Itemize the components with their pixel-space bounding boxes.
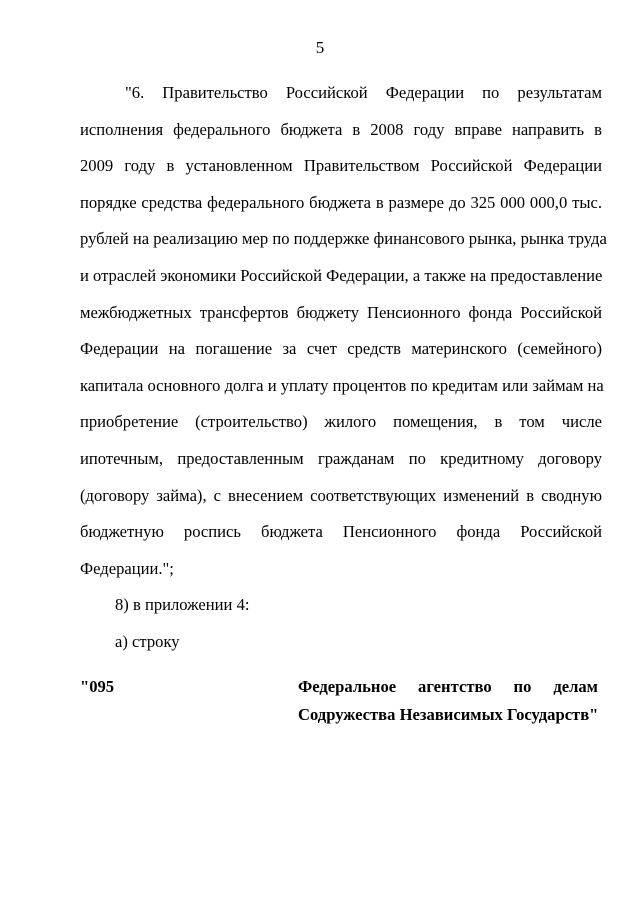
paragraph-line: порядке средства федерального бюджета в размере до 325 000 000,0 тыс. xyxy=(80,192,602,212)
paragraph-line: бюджетную роспись бюджета Пенсионного фонда Российской xyxy=(80,522,602,542)
paragraph-line: Федерации."; xyxy=(80,558,174,578)
paragraph-line: ипотечным, предоставленным гражданам по кредитному договору xyxy=(80,448,602,468)
paragraph-line: капитала основного долга и уплату процентов по кредитам или займам на xyxy=(80,375,604,395)
paragraph-line: (договору займа), с внесением соответствующих изменений в сводную xyxy=(80,485,602,505)
paragraph-line: 2009 году в установленном Правительством Российской Федерации xyxy=(80,156,602,176)
paragraph-line: рублей на реализацию мер по поддержке финансового рынка, рынка труда xyxy=(80,229,607,249)
paragraph-line: исполнения федерального бюджета в 2008 году вправе направить в xyxy=(80,119,602,139)
entry-name-line: Федеральное агентство по делам xyxy=(298,677,598,696)
entry-name-line: Содружества Независимых Государств" xyxy=(298,705,599,724)
paragraph-line: приобретение (строительство) жилого помещения, в том числе xyxy=(80,412,602,432)
list-item-a: а) строку xyxy=(115,631,180,651)
body-text xyxy=(80,75,607,661)
entry-name xyxy=(298,673,598,729)
list-item-8: 8) в приложении 4: xyxy=(115,595,250,615)
paragraph-line: и отраслей экономики Российской Федерации, а также на предоставление xyxy=(80,265,603,285)
paragraph-line: межбюджетных трансфертов бюджету Пенсионного фонда Российской xyxy=(80,302,602,322)
paragraph-line: Федерации на погашение за счет средств материнского (семейного) xyxy=(80,339,602,359)
entry-code: "095 xyxy=(80,677,115,696)
paragraph-line: "6. Правительство Российской Федерации по результатам xyxy=(125,83,602,102)
page-number: 5 xyxy=(315,38,325,57)
